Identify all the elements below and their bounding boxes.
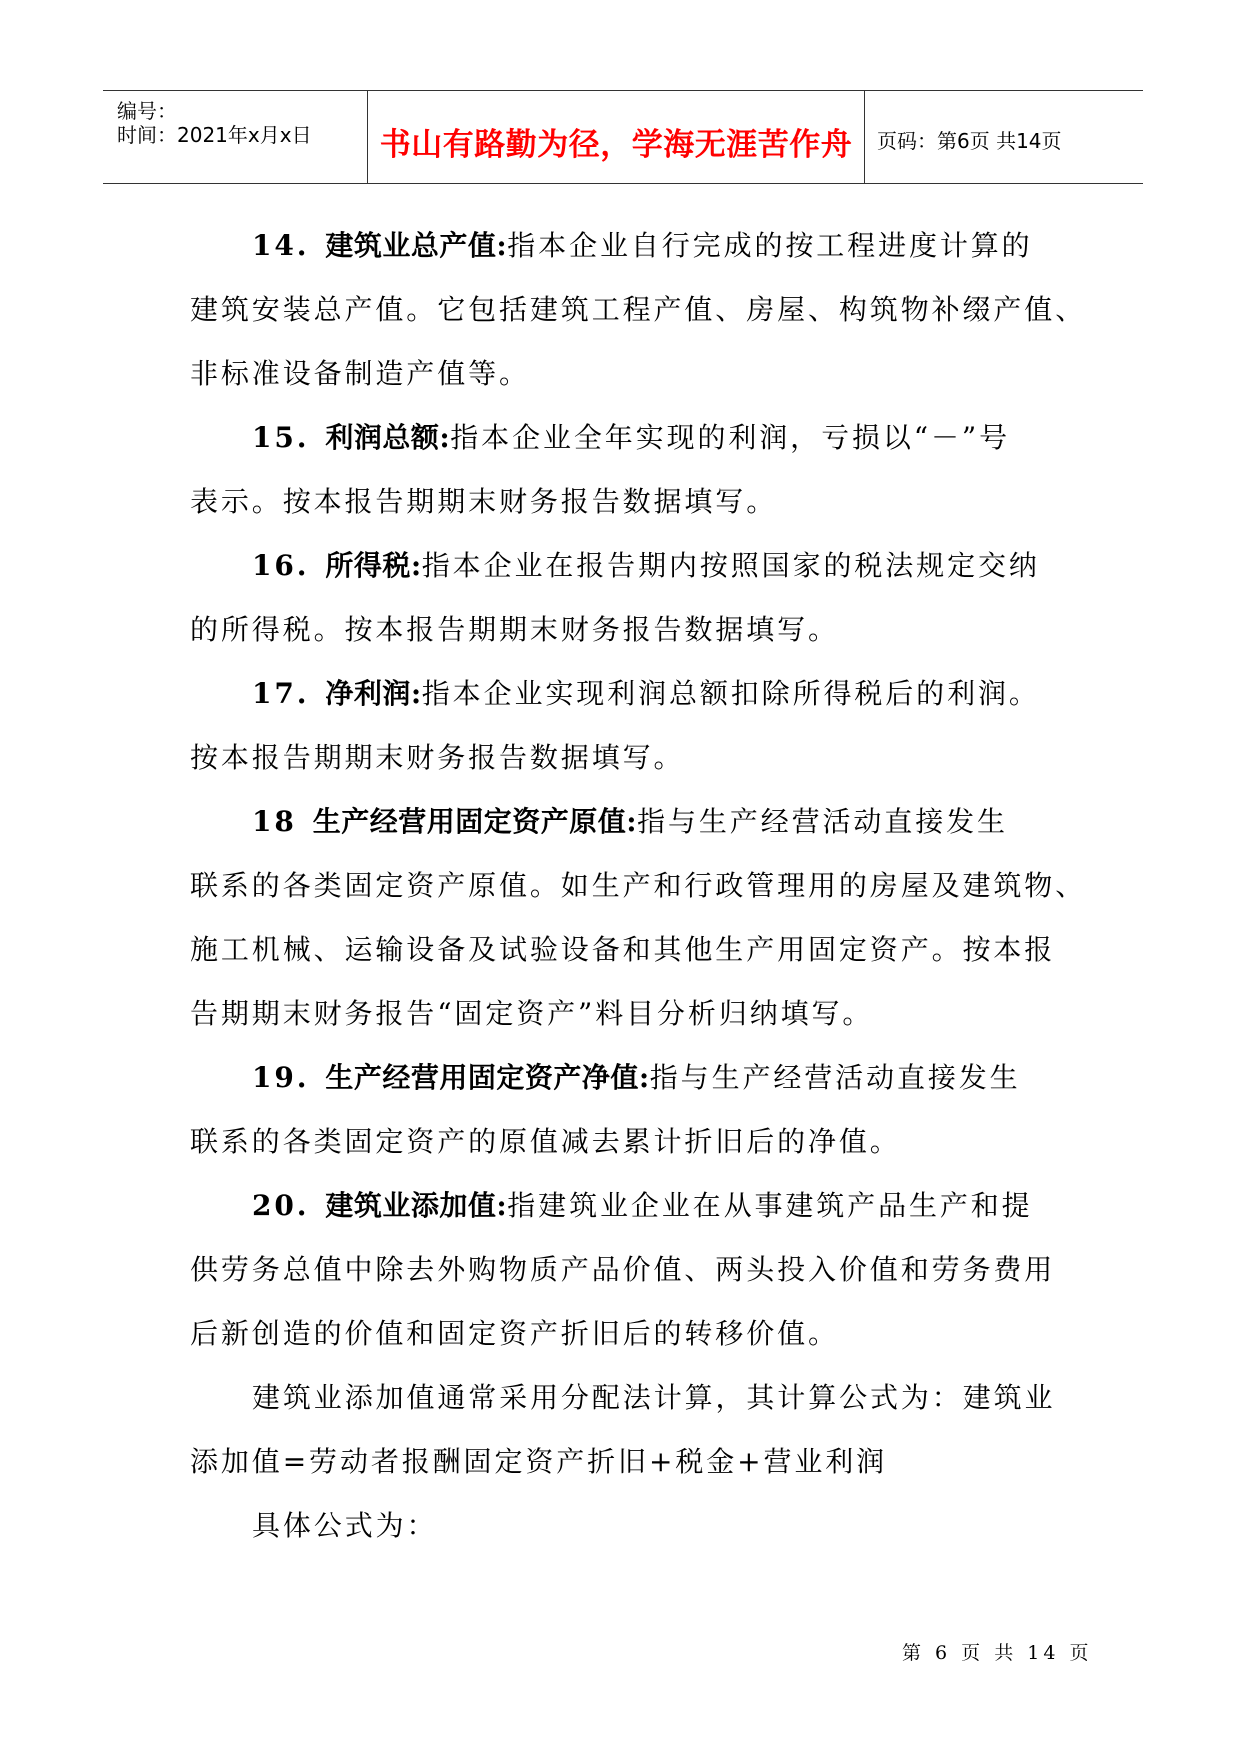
item-term: 建筑业添加值: <box>325 1189 508 1222</box>
page-code: 页码：第6页 共14页 <box>877 129 1062 153</box>
item-term: 利润总额: <box>325 421 451 454</box>
header-motto-cell <box>368 91 865 183</box>
text-line: 联系的各类固定资产的原值减去累计折旧后的净值。 <box>190 1125 901 1158</box>
text-line: 后新创造的价值和固定资产折旧后的转移价值。 <box>190 1317 839 1350</box>
definition-item <box>190 1046 1090 1174</box>
text-line <box>190 662 1090 726</box>
text-line: 告期期末财务报告“固定资产”料目分析归纳填写。 <box>190 997 874 1030</box>
text-line <box>190 534 1090 598</box>
item-text: 指本企业在报告期内按照国家的税法规定交纳 <box>421 549 1040 582</box>
text-line <box>190 1174 1090 1238</box>
item-term: 生产经营用固定资产原值: <box>312 805 638 838</box>
item-number: 19. <box>252 1061 310 1094</box>
header-meta <box>103 91 368 183</box>
paragraph <box>190 1366 1090 1494</box>
page-header <box>103 90 1143 184</box>
text-line: 供劳务总值中除去外购物质产品价值、两头投入价值和劳务费用 <box>190 1253 1056 1286</box>
item-text: 指与生产经营活动直接发生 <box>637 805 1008 838</box>
definition-item <box>190 534 1090 662</box>
definition-item <box>190 790 1090 1046</box>
item-term: 净利润: <box>325 677 422 710</box>
text-line: 建筑安装总产值。它包括建筑工程产值、房屋、构筑物补缀产值、 <box>190 293 1087 326</box>
definition-item <box>190 406 1090 534</box>
item-term: 所得税: <box>325 549 422 582</box>
item-number: 20. <box>252 1189 310 1222</box>
text-line: 具体公式为： <box>252 1509 438 1542</box>
page-footer: 第 6 页 共 14 页 <box>902 1642 1093 1664</box>
text-line <box>190 406 1090 470</box>
text-line <box>190 790 1090 854</box>
item-text: 指本企业实现利润总额扣除所得税后的利润。 <box>421 677 1040 710</box>
definition-item <box>190 662 1090 790</box>
item-text: 指本企业自行完成的按工程进度计算的 <box>507 229 1033 262</box>
text-line <box>190 1046 1090 1110</box>
text-line: 施工机械、运输设备及试验设备和其他生产用固定资产。按本报 <box>190 933 1056 966</box>
text-line: 按本报告期期末财务报告数据填写。 <box>190 741 685 774</box>
item-text: 指建筑业企业在从事建筑产品生产和提 <box>507 1189 1033 1222</box>
paragraph <box>190 1494 1090 1558</box>
motto: 书山有路勤为径，学海无涯苦作舟 <box>379 127 853 163</box>
item-number: 14. <box>252 229 310 262</box>
header-page-cell <box>865 91 1143 183</box>
item-number: 15. <box>252 421 310 454</box>
text-line: 建筑业添加值通常采用分配法计算，其计算公式为：建筑业 <box>252 1381 1056 1414</box>
text-line <box>190 214 1090 278</box>
document-body <box>190 214 1090 1558</box>
definition-item <box>190 214 1090 406</box>
text-line: 非标准设备制造产值等。 <box>190 357 530 390</box>
text-line: 表示。按本报告期期末财务报告数据填写。 <box>190 485 778 518</box>
number-label: 编号： <box>117 99 177 123</box>
item-number: 18 <box>252 805 297 838</box>
item-text: 指本企业全年实现的利润，亏损以“－”号 <box>450 421 1010 454</box>
text-line: 添加值=劳动者报酬固定资产折旧+税金+营业利润 <box>190 1445 888 1478</box>
item-number: 16. <box>252 549 310 582</box>
text-line: 联系的各类固定资产原值。如生产和行政管理用的房屋及建筑物、 <box>190 869 1087 902</box>
text-line: 的所得税。按本报告期期末财务报告数据填写。 <box>190 613 839 646</box>
item-number: 17. <box>252 677 310 710</box>
item-text: 指与生产经营活动直接发生 <box>649 1061 1021 1094</box>
item-term: 生产经营用固定资产净值: <box>325 1061 650 1094</box>
item-term: 建筑业总产值: <box>325 229 508 262</box>
time-label: 时间：2021年x月x日 <box>117 123 312 147</box>
definition-item <box>190 1174 1090 1366</box>
